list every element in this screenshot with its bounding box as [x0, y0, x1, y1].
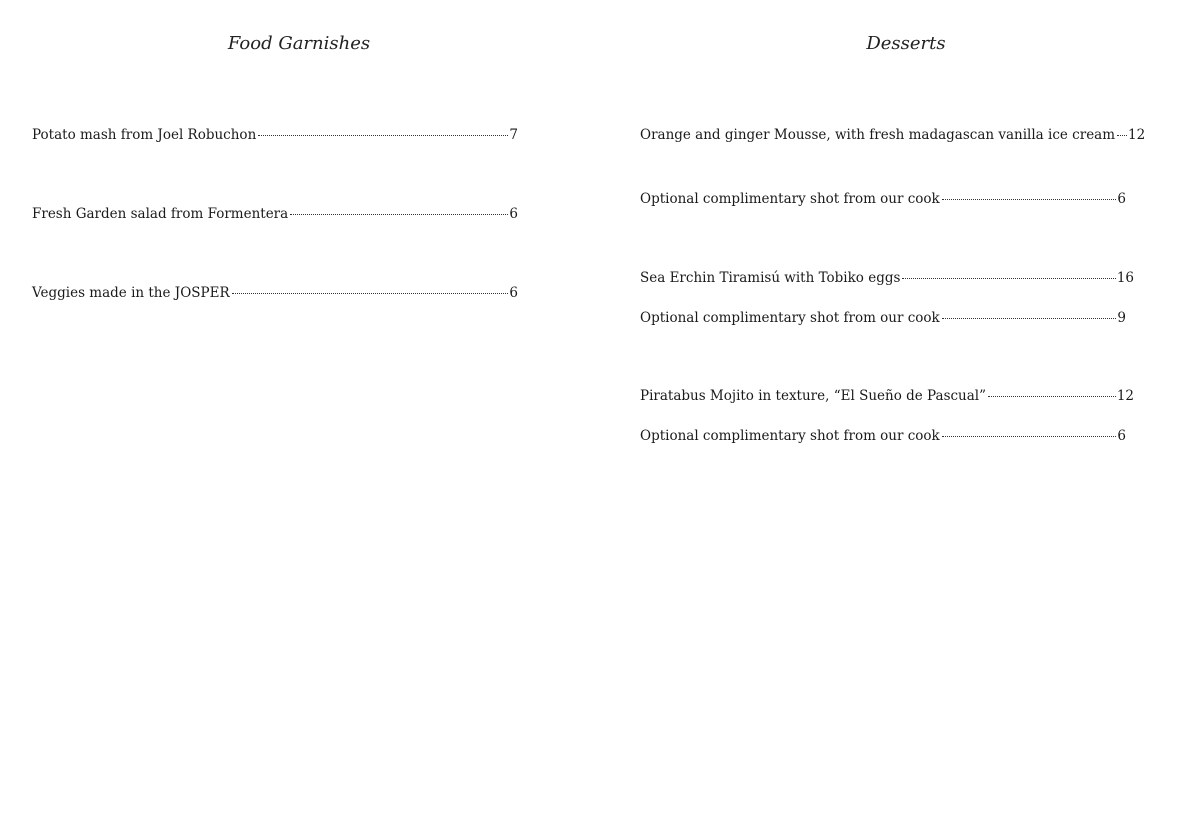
- garnishes-title: Food Garnishes: [227, 33, 371, 54]
- dot-leader: [290, 213, 508, 215]
- item-price: 12: [1116, 388, 1134, 404]
- dot-leader: [232, 292, 509, 294]
- menu-item: [640, 269, 1134, 287]
- dot-leader: [942, 198, 1117, 200]
- item-name: Fresh Garden salad from Formentera: [32, 206, 289, 222]
- dot-leader: [942, 317, 1117, 319]
- menu-item: [640, 387, 1134, 405]
- menu-item: [640, 309, 1134, 327]
- menu-item: [640, 126, 1146, 144]
- item-price: 6: [1117, 428, 1126, 444]
- dot-leader: [902, 277, 1115, 279]
- item-price: 7: [509, 127, 518, 143]
- dot-leader: [1117, 134, 1127, 136]
- item-name: Optional complimentary shot from our cook: [640, 428, 940, 444]
- item-name: Optional complimentary shot from our cook: [640, 310, 940, 326]
- item-name: Piratabus Mojito in texture, “El Sueño de Pascual”: [640, 388, 987, 404]
- dot-leader: [988, 395, 1116, 397]
- dot-leader: [942, 435, 1117, 437]
- menu-item: [32, 284, 518, 302]
- menu-item: [32, 205, 518, 223]
- menu-item: [640, 427, 1134, 445]
- item-name: Veggies made in the JOSPER: [32, 285, 230, 301]
- dot-leader: [258, 134, 508, 136]
- item-price: 9: [1117, 310, 1126, 326]
- menu-item: [640, 190, 1134, 208]
- item-price: 6: [509, 206, 518, 222]
- item-price: 6: [509, 285, 518, 301]
- item-price: 6: [1117, 191, 1126, 207]
- item-name: Orange and ginger Mousse, with fresh madagascan vanilla ice cream: [640, 127, 1116, 143]
- item-name: Potato mash from Joel Robuchon: [32, 127, 257, 143]
- desserts-title: Desserts: [866, 33, 946, 54]
- item-price: 16: [1116, 270, 1134, 286]
- menu-item: [32, 126, 518, 144]
- item-name: Sea Erchin Tiramisú with Tobiko eggs: [640, 270, 901, 286]
- item-price: 12: [1128, 127, 1146, 143]
- item-name: Optional complimentary shot from our cook: [640, 191, 940, 207]
